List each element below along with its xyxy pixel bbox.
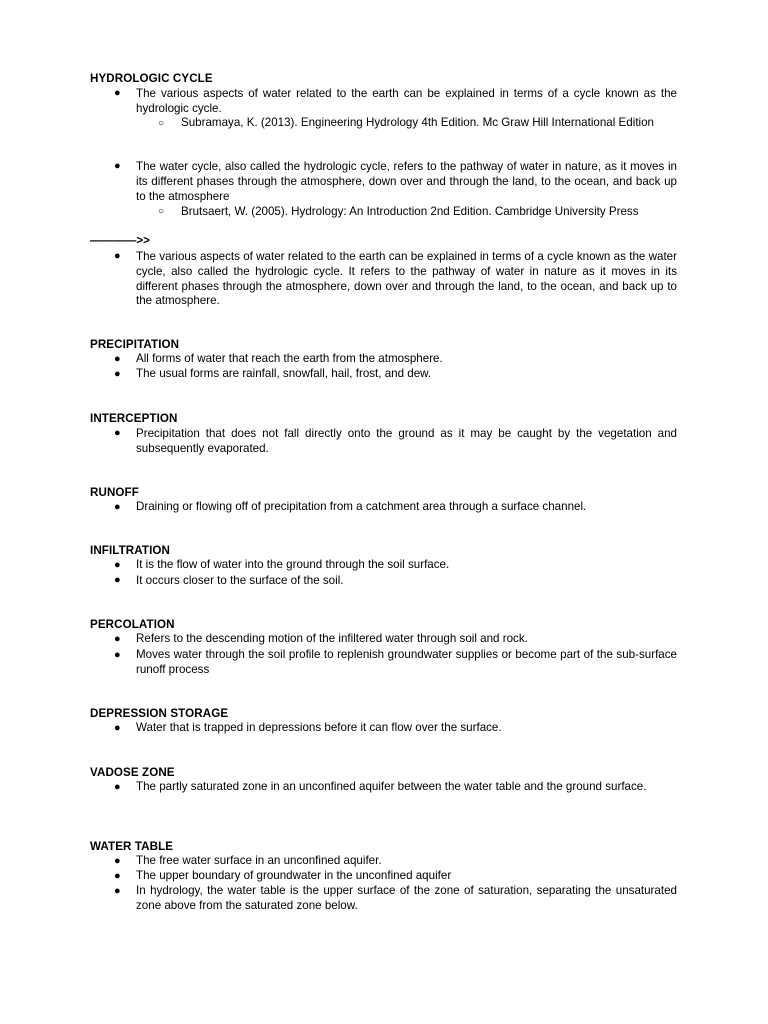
bullet-icon: ● <box>114 353 121 365</box>
water-table-item-1: The free water surface in an unconfined aquifer. <box>136 854 382 867</box>
bullet-icon: ● <box>114 633 121 645</box>
heading-percolation: PERCOLATION <box>90 618 175 631</box>
infiltration-item-2: It occurs closer to the surface of the soil. <box>136 574 344 587</box>
water-table-item-2: The upper boundary of groundwater in the unconfined aquifer <box>136 869 452 882</box>
bullet-icon: ● <box>114 368 121 380</box>
bullet-icon: ● <box>114 870 121 882</box>
heading-runoff: RUNOFF <box>90 486 139 499</box>
bullet-icon: ● <box>114 427 121 439</box>
precipitation-item-1: All forms of water that reach the earth from the atmosphere. <box>136 352 443 365</box>
precipitation-item-2: The usual forms are rainfall, snowfall, hail, frost, and dew. <box>136 367 432 380</box>
vadose-zone-item-1: The partly saturated zone in an unconfined aquifer between the water table and the ground surface. <box>136 780 647 793</box>
bullet-icon: ● <box>114 885 121 897</box>
hydrologic-cycle-item-1: The various aspects of water related to the earth can be explained in terms of a cycle known as the hydrologic cycle. <box>136 87 677 115</box>
sub-bullet-icon: ○ <box>158 206 165 217</box>
hydrologic-cycle-reference-2: Brutsaert, W. (2005). Hydrology: An Introduction 2nd Edition. Cambridge University Press <box>181 205 639 218</box>
sub-bullet-icon: ○ <box>158 118 165 129</box>
bullet-icon: ● <box>114 250 121 262</box>
bullet-icon: ● <box>114 649 121 661</box>
heading-infiltration: INFILTRATION <box>90 544 170 557</box>
bullet-icon: ● <box>114 160 121 172</box>
bullet-icon: ● <box>114 574 121 586</box>
hydrologic-cycle-item-3: The various aspects of water related to the earth can be explained in terms of a cycle known as the water cycle, also called the hydrologic cycle. It refers to the pathway of water in nature as it moves in its different phases through the atmosphere, down over and through the land, to the ocean, and back up to the atmosphere. <box>136 250 677 308</box>
heading-interception: INTERCEPTION <box>90 412 178 425</box>
hydrologic-cycle-item-2: The water cycle, also called the hydrologic cycle, refers to the pathway of water in nature, as it moves in its different phases through the atmosphere, down over and through the land, to the ocean, and back up to the atmosphere <box>136 160 677 203</box>
heading-vadose-zone: VADOSE ZONE <box>90 766 175 779</box>
water-table-item-3: In hydrology, the water table is the upper surface of the zone of saturation, separating the unsaturated zone above from the saturated zone below. <box>136 884 677 912</box>
interception-item-1: Precipitation that does not fall directly onto the ground as it may be caught by the vegetation and subsequently evaporated. <box>136 427 677 455</box>
infiltration-item-1: It is the flow of water into the ground through the soil surface. <box>136 558 450 571</box>
percolation-item-1: Refers to the descending motion of the infiltered water through soil and rock. <box>136 632 528 645</box>
heading-hydrologic-cycle: HYDROLOGIC CYCLE <box>90 72 213 85</box>
percolation-item-2: Moves water through the soil profile to replenish groundwater supplies or become part of the sub-surface runoff process <box>136 648 677 676</box>
hydrologic-cycle-reference-1: Subramaya, K. (2013). Engineering Hydrology 4th Edition. Mc Graw Hill International Edition <box>181 116 655 129</box>
bullet-icon: ● <box>114 722 121 734</box>
heading-water-table: WATER TABLE <box>90 840 174 853</box>
runoff-item-1: Draining or flowing off of precipitation from a catchment area through a surface channel. <box>136 500 587 513</box>
bullet-icon: ● <box>114 501 121 513</box>
heading-precipitation: PRECIPITATION <box>90 338 180 351</box>
bullet-icon: ● <box>114 559 121 571</box>
depression-storage-item-1: Water that is trapped in depressions before it can flow over the surface. <box>136 721 502 734</box>
heading-depression-storage: DEPRESSION STORAGE <box>90 707 229 720</box>
arrow-marker: ————>> <box>90 234 150 247</box>
bullet-icon: ● <box>114 855 121 867</box>
bullet-icon: ● <box>114 781 121 793</box>
bullet-icon: ● <box>114 87 121 99</box>
